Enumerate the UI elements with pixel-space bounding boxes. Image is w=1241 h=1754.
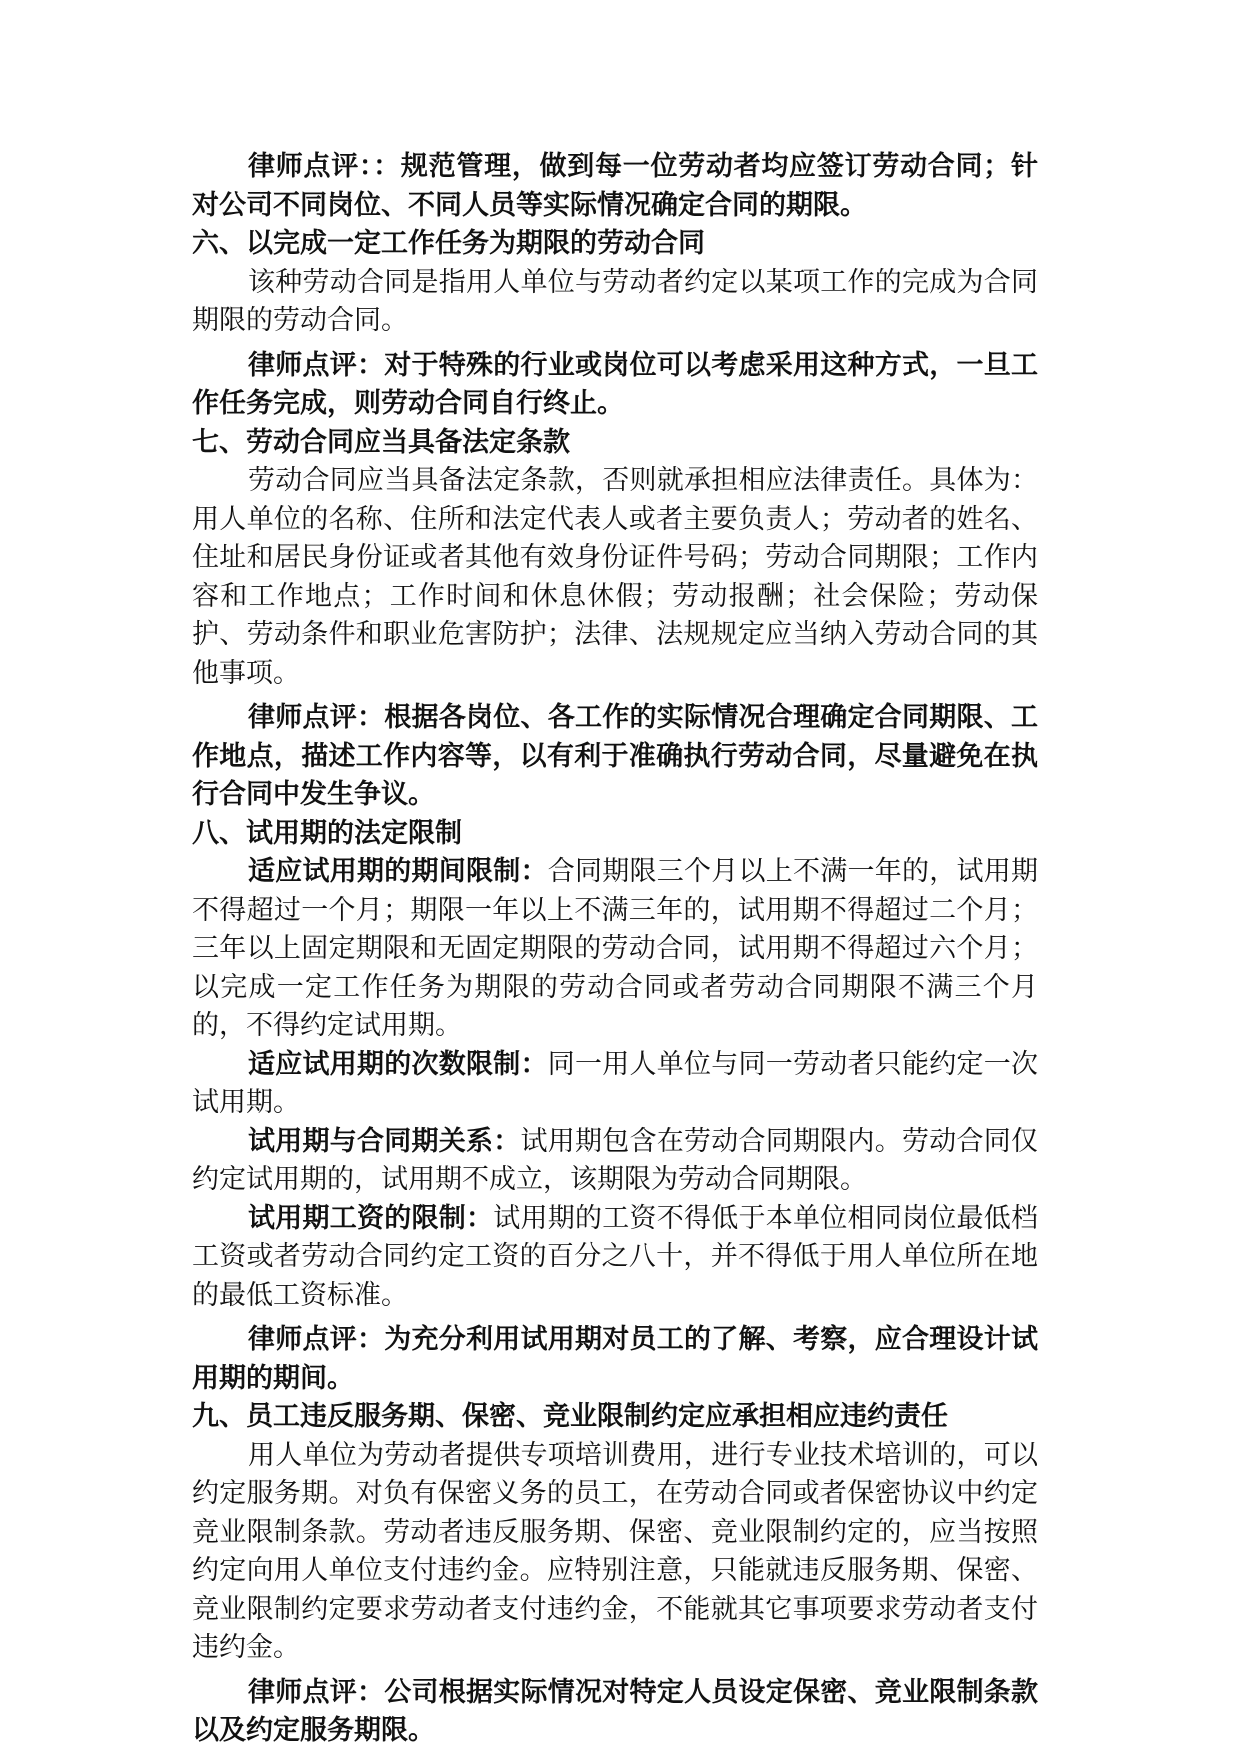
paragraph-text: 同一用人单位与同一劳动者只能约定一次试用期。 xyxy=(192,1048,1038,1118)
body-paragraph xyxy=(192,1200,1038,1316)
lawyer-comment: 律师点评：根据各岗位、各工作的实际情况合理确定合同期限、工作地点，描述工作内容等，以有利于准确执行劳动合同，尽量避免在执行合同中发生争议。 xyxy=(192,702,1038,810)
paragraph-lead: 适应试用期的次数限制： xyxy=(248,1048,548,1080)
section-heading-6: 六、以完成一定工作任务为期限的劳动合同 xyxy=(192,228,705,259)
body-paragraph: 用人单位为劳动者提供专项培训费用，进行专业技术培训的，可以约定服务期。对负有保密义务的员工，在劳动合同或者保密协议中约定竞业限制条款。劳动者违反服务期、保密、竞业限制约定的，应当按照约定向用人单位支付违约金。应特别注意，只能就违反服务期、保密、竞业限制约定要求劳动者支付违约金，不能就其它事项要求劳动者支付违约金。 xyxy=(192,1439,1038,1663)
paragraph-lead: 适应试用期的期间限制： xyxy=(248,856,548,887)
body-paragraph xyxy=(192,1046,1038,1123)
lawyer-comment: 律师点评：公司根据实际情况对特定人员设定保密、竞业限制条款以及约定服务期限。 xyxy=(192,1676,1038,1746)
paragraph-text: 试用期的工资不得低于本单位相同岗位最低档工资或者劳动合同约定工资的百分之八十，并不得低于用人单位所在地的最低工资标准。 xyxy=(192,1202,1038,1311)
paragraph-lead: 试用期与合同期关系： xyxy=(248,1125,521,1157)
section-heading-9: 九、员工违反服务期、保密、竞业限制约定应承担相应违约责任 xyxy=(192,1401,948,1432)
paragraph-text: 合同期限三个月以上不满一年的，试用期不得超过一个月；期限一年以上不满三年的，试用期不得超过二个月；三年以上固定期限和无固定期限的劳动合同，试用期不得超过六个月；以完成一定工作任务为期限的劳动合同或者劳动合同期限不满三个月的，不得约定试用期。 xyxy=(192,856,1038,1041)
body-paragraph xyxy=(192,1123,1038,1200)
section-heading-7: 七、劳动合同应当具备法定条款 xyxy=(192,426,570,458)
document-page xyxy=(192,148,1038,1751)
lawyer-comment: 律师点评：为充分利用试用期对员工的了解、考察，应合理设计试用期的期间。 xyxy=(192,1324,1038,1394)
section-heading-8: 八、试用期的法定限制 xyxy=(192,817,462,849)
lawyer-comment: 律师点评：对于特殊的行业或岗位可以考虑采用这种方式，一旦工作任务完成，则劳动合同自行终止。 xyxy=(192,349,1038,419)
body-paragraph: 劳动合同应当具备法定条款，否则就承担相应法律责任。具体为：用人单位的名称、住所和法定代表人或者主要负责人；劳动者的姓名、住址和居民身份证或者其他有效身份证件号码；劳动合同期限；工作内容和工作地点；工作时间和休息休假；劳动报酬；社会保险；劳动保护、劳动条件和职业危害防护；法律、法规规定应当纳入劳动合同的其他事项。 xyxy=(192,465,1038,689)
paragraph-text: 试用期包含在劳动合同期限内。劳动合同仅约定试用期的，试用期不成立，该期限为劳动合同期限。 xyxy=(192,1125,1038,1195)
body-paragraph: 该种劳动合同是指用人单位与劳动者约定以某项工作的完成为合同期限的劳动合同。 xyxy=(192,266,1038,336)
lawyer-comment: 律师点评：：规范管理，做到每一位劳动者均应签订劳动合同；针对公司不同岗位、不同人员等实际情况确定合同的期限。 xyxy=(192,151,1038,221)
paragraph-lead: 试用期工资的限制： xyxy=(248,1202,494,1234)
body-paragraph xyxy=(192,853,1038,1046)
